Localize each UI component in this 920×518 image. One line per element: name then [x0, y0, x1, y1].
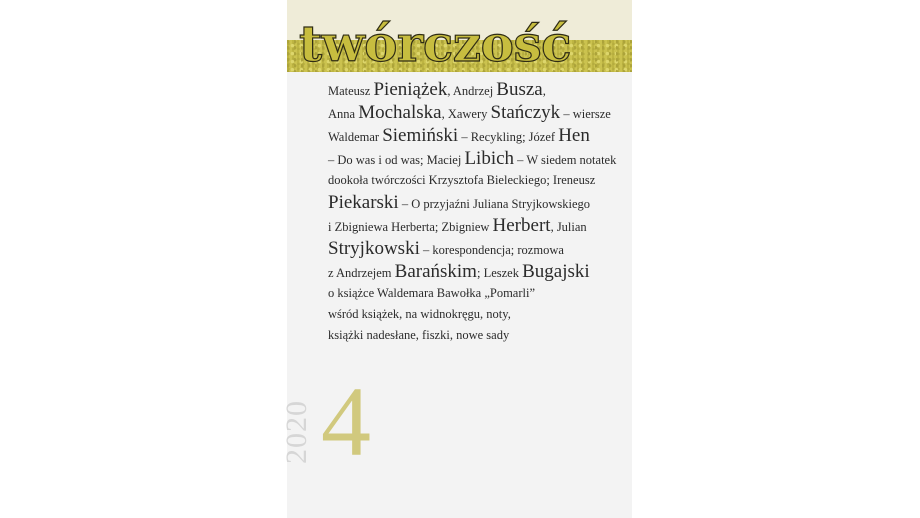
author-surname: Piekarski [328, 192, 399, 213]
contents-line [328, 191, 628, 214]
contents-text: , Julian [550, 220, 587, 234]
contents-text: Waldemar [328, 130, 383, 144]
contents-text: – O przyjaźni Juliana Stryjkowskiego [398, 197, 591, 211]
contents-text: – Do was i od was; Maciej [328, 153, 465, 167]
contents-text: – korespondencja; rozmowa [419, 243, 564, 257]
contents-line [328, 101, 628, 124]
contents-text: z Andrzejem [328, 266, 395, 280]
contents-line [328, 78, 628, 101]
contents-text: i Zbigniewa Herberta; Zbigniew [328, 220, 493, 234]
author-surname: Pieniążek [373, 79, 448, 100]
contents-text: książki nadesłane, fiszki, nowe sady [328, 328, 510, 342]
contents-line [328, 214, 628, 237]
magazine-title: twórczość [299, 14, 572, 73]
author-surname: Stańczyk [490, 102, 561, 123]
contents-text: dookoła twórczości Krzysztofa Bieleckiego; Ireneusz [328, 173, 596, 187]
magazine-cover [280, 0, 632, 518]
contents-text: wśród książek, na widnokręgu, noty, [328, 307, 511, 321]
contents-line [328, 283, 628, 304]
author-surname: Busza [496, 79, 543, 100]
author-surname: Libich [464, 148, 515, 169]
contents-text: ; Leszek [476, 266, 523, 280]
contents-text: , [542, 84, 546, 98]
contents-text: Mateusz [328, 84, 374, 98]
contents-line [328, 124, 628, 147]
issue-number: 4 [321, 366, 371, 477]
contents-line [328, 260, 628, 283]
table-of-contents [328, 78, 628, 346]
contents-line [328, 237, 628, 260]
contents-text: , Andrzej [447, 84, 497, 98]
author-surname: Siemiński [382, 125, 459, 146]
contents-line [328, 147, 628, 170]
contents-text: – Recykling; Józef [458, 130, 559, 144]
contents-text: o książce Waldemara Bawołka „Pomarli” [328, 286, 536, 300]
contents-text: – wiersze [560, 107, 611, 121]
contents-line [328, 170, 628, 191]
contents-text: – W siedem notatek [514, 153, 617, 167]
author-surname: Mochalska [358, 102, 442, 123]
author-surname: Herbert [492, 215, 551, 236]
author-surname: Hen [558, 125, 590, 146]
author-surname: Stryjkowski [328, 238, 420, 259]
contents-text: Anna [328, 107, 359, 121]
author-surname: Bugajski [522, 261, 590, 282]
issue-year: 2020 [280, 400, 313, 464]
contents-line [328, 325, 628, 346]
contents-text: , Xawery [441, 107, 491, 121]
author-surname: Barańskim [394, 261, 477, 282]
contents-line [328, 304, 628, 325]
